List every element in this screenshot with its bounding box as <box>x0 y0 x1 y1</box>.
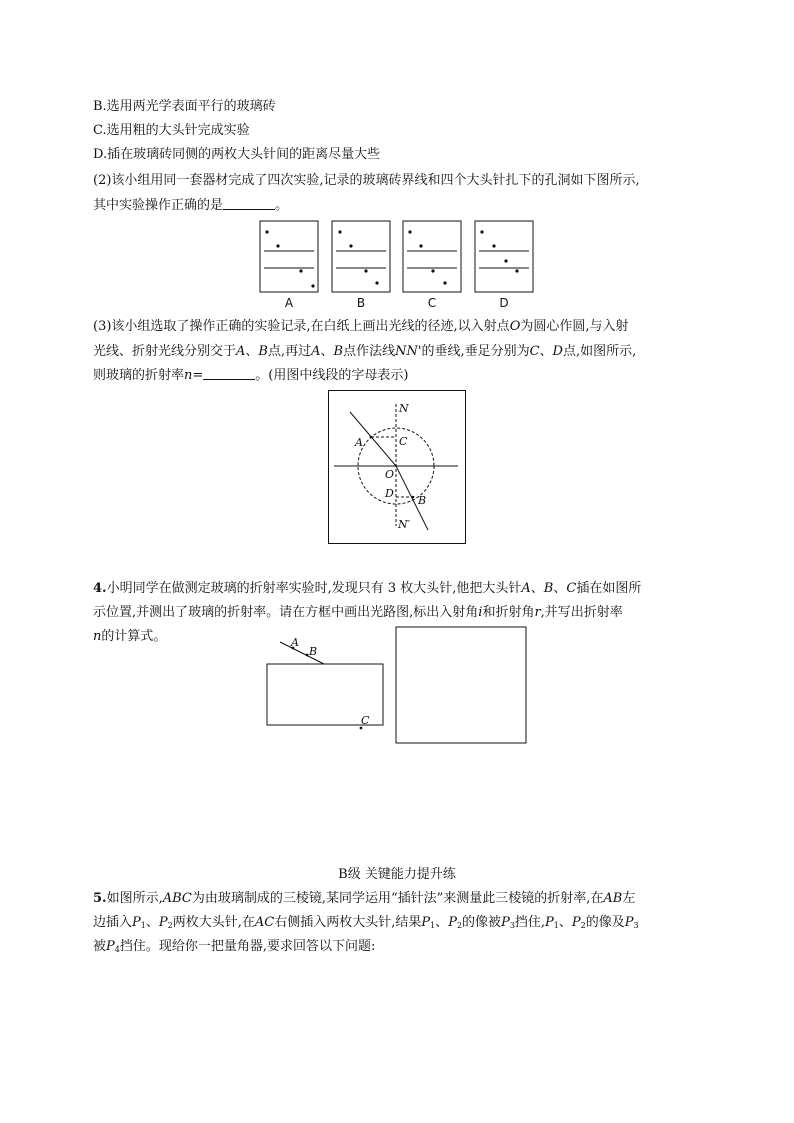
q5-line1: 5.如图所示,ABC为由玻璃制成的三棱镜,某同学运用“插针法”来测量此三棱镜的折射率,在AB左 <box>93 891 636 906</box>
q4-figure <box>262 630 532 748</box>
pin-record-b <box>332 221 390 292</box>
option-d: D.插在玻璃砖同侧的两枚大头针间的距离尽量大些 <box>93 147 381 162</box>
label-c: C <box>427 296 437 310</box>
q5-line2: 边插入$P_1$、$P_2$两枚大头针,在AC右侧插入两枚大头针,结果$P_1$、$P_2$的像被$P_3$挡住$,P_1$、$P_2$的像及$P_3$ <box>93 915 639 930</box>
label-a: A <box>355 436 363 449</box>
pin-c-label: C <box>361 714 370 727</box>
label-o: O <box>385 468 395 481</box>
label-d: D <box>385 487 394 500</box>
answer-blank[interactable] <box>203 367 255 380</box>
label-d: D <box>499 296 509 310</box>
label-c: C <box>399 435 408 448</box>
q3-line2: 光线、折射光线分别交于A、B点,再过A、B点作法线NN'的垂线,垂足分别为C、D点,如图所示, <box>93 344 637 359</box>
label-n: N <box>399 402 409 415</box>
label-b: B <box>356 296 366 310</box>
q2-text: 其中实验操作正确的是 <box>93 198 224 213</box>
option-b: B.选用两光学表面平行的玻璃砖 <box>93 99 276 114</box>
pin-record-d <box>475 221 533 292</box>
label-n-prime: N′ <box>398 518 411 531</box>
q2-line2 <box>93 197 288 215</box>
q2-end: 。 <box>275 198 289 213</box>
section-heading: B级 关键能力提升练 <box>338 867 456 882</box>
drawing-box[interactable] <box>396 627 526 743</box>
option-c: C.选用粗的大头针完成实验 <box>93 123 250 138</box>
pin-a-label: A <box>291 636 299 649</box>
q5-line3: 被$P_4$挡住。现给你一把量角器,要求回答以下问题: <box>93 939 376 954</box>
q2-figure <box>255 218 545 313</box>
q2-line1: (2)该小组用同一套器材完成了四次实验,记录的玻璃砖界线和四个大头针扎下的孔洞如下图所示, <box>93 173 640 188</box>
pin-b-label: B <box>309 645 318 658</box>
q4-line2: 示位置,并测出了玻璃的折射率。请在方框中画出光路图,标出入射角i和折射角r,并写出折射率 <box>93 605 623 620</box>
label-b: B <box>418 494 427 507</box>
q3-figure <box>328 390 466 545</box>
q3-line1: (3)该小组选取了操作正确的实验记录,在白纸上画出光线的径迹,以入射点O为圆心作圆,与入射 <box>93 319 629 334</box>
pin-record-a <box>260 221 318 292</box>
pin-record-c <box>403 221 461 292</box>
answer-blank[interactable] <box>223 197 275 210</box>
q4-line1: 4.小明同学在做测定玻璃的折射率实验时,发现只有 3 枚大头针,他把大头针A、B、C插在如图所 <box>93 581 642 596</box>
q3-line3: 则玻璃的折射率n= 。(用图中线段的字母表示) <box>93 368 409 383</box>
label-a: A <box>284 296 294 310</box>
q4-line3: n的计算式。 <box>93 629 167 644</box>
